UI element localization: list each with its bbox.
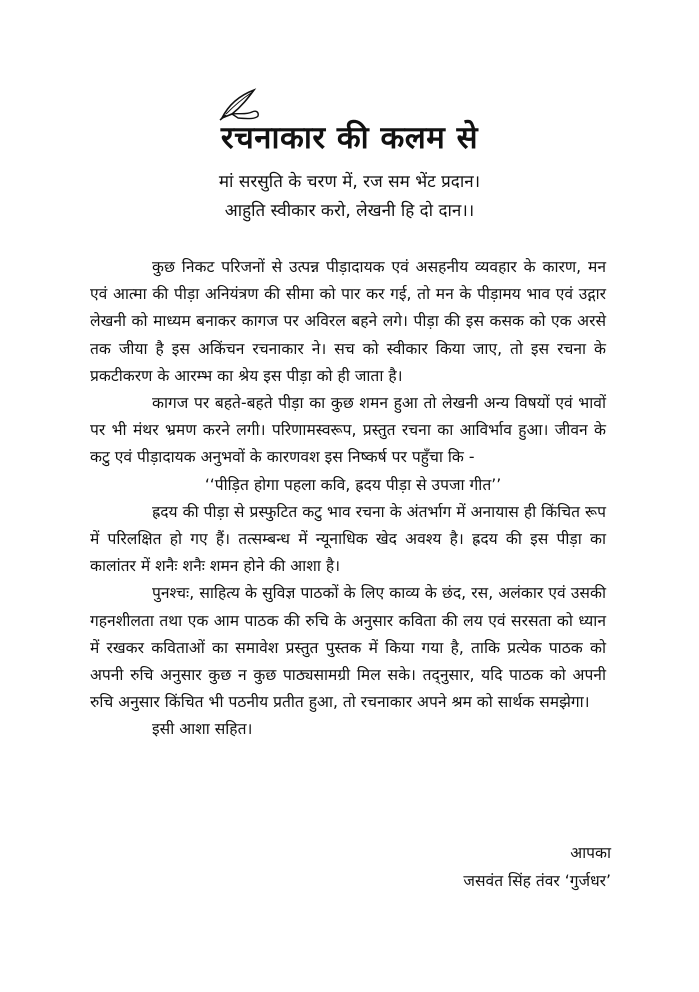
couplet-line-2: आहुति स्वीकार करो, लेखनी हि दो दान।।	[224, 201, 475, 221]
paragraph-5: इसी आशा सहित।	[152, 720, 253, 739]
paragraph-3: ह्रदय की पीड़ा से प्रस्फुटित कटु भाव रचना के अंतर्भाग में अनायास ही किंचित रूप में परिलक्षित हो गए हैं। तत्सम्बन्ध में न्यूनाधिक खेद अवश्य है। ह्रदय की इस पीड़ा का कालांतर में शनैः शनैः शमन होने की आशा है।	[90, 502, 606, 576]
paragraph-4: पुनश्चः, साहित्य के सुविज्ञ पाठकों के लिए काव्य के छंद, रस, अलंकार एवं उसकी गहनशीलता तथा एक आम पाठक की रुचि के अनुसार कविता की लय एवं सरसता को ध्यान में रखकर कविताओं का समावेश प्रस्तुत पुस्तक में किया गया है, ताकि प्रत्येक पाठक को अपनी रुचि अनुसार कुछ न कुछ पाठ्यसामग्री मिल सके। तद्नुसार, यदि पाठक को अपनी रुचि अनुसार किंचित भी पठनीय प्रतीत हुआ, तो रचनाकार अपने श्रम को सार्थक समझेगा।	[90, 584, 606, 712]
closing-salutation: आपका	[570, 844, 611, 862]
paragraph-1: कुछ निकट परिजनों से उत्पन्न पीड़ादायक एवं असहनीय व्यवहार के कारण, मन एवं आत्मा की पीड़ा अनियंत्रण की सीमा को पार कर गई, तो मन के पीड़ामय भाव एवं उद्गार लेखनी को माध्यम बनाकर कागज पर अविरल बहने लगे। पीड़ा की इस कसक को एक अरसे तक जीया है इस अकिंचन रचनाकार ने। सच को स्वीकार किया जाए, तो इस रचना के प्रकटीकरण के आरम्भ का श्रेय इस पीड़ा को ही जाता है।	[90, 258, 606, 385]
author-signature: जसवंत सिंह तंवर ‘गुर्जधर’	[463, 872, 611, 890]
couplet-line-1: मां सरसुति के चरण में, रज सम भेंट प्रदान।	[218, 172, 481, 192]
quote-line: ‘‘पीड़ित होगा पहला कवि, ह्रदय पीड़ा से उपजा गीत’’	[204, 475, 502, 494]
body-text	[90, 254, 606, 744]
paragraph-2: कागज पर बहते-बहते पीड़ा का कुछ शमन हुआ तो लेखनी अन्य विषयों एवं भावों पर भी मंथर भ्रमण करने लगी। परिणामस्वरूप, प्रस्तुत रचना का आविर्भाव हुआ। जीवन के कटु एवं पीड़ादायक अनुभवों के कारणवश इस निष्कर्ष पर पहुँचा कि -	[90, 394, 606, 467]
page-title: रचनाकार की कलम से	[220, 120, 479, 156]
